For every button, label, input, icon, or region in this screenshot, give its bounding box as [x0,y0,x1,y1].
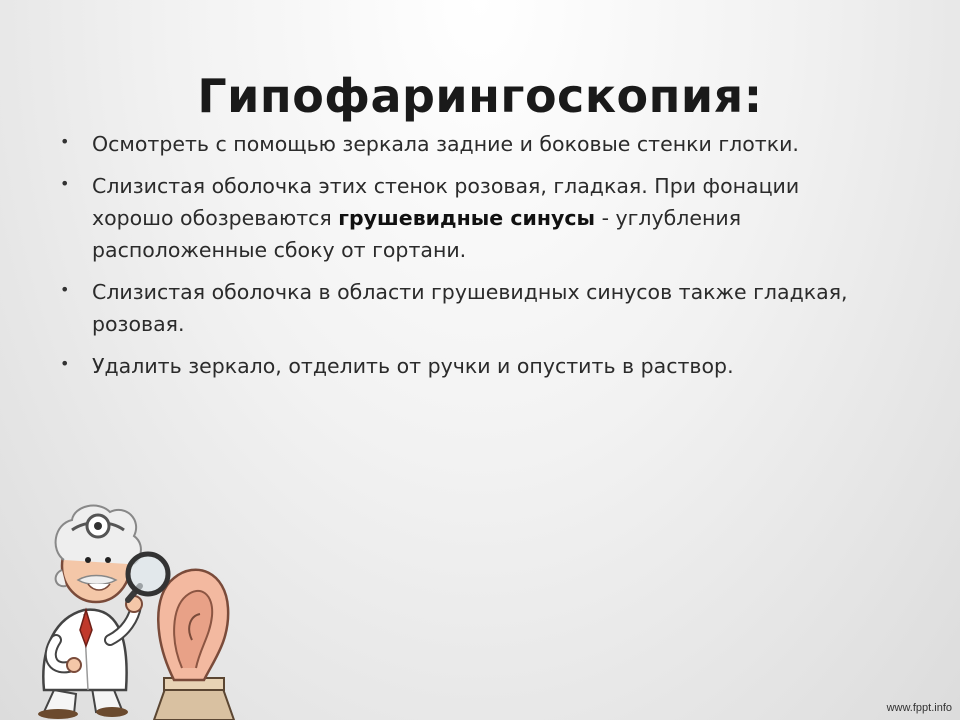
slide-title: Гипофарингоскопия: [197,68,763,123]
bullet-list [60,128,860,392]
bullet-item-4 [60,350,860,382]
bullet-marker: • [60,132,70,151]
bullet-marker: • [60,174,70,193]
bullet-text-before: Слизистая оболочка этих стенок розовая, гладкая. При фонации хорошо обозреваются [92,174,800,230]
bullet-text: Удалить зеркало, отделить от ручки и опустить в раствор. [92,354,734,378]
bullet-item-3 [60,276,860,340]
bullet-text: Осмотреть с помощью зеркала задние и боковые стенки глотки. [92,132,799,156]
bullet-text: Слизистая оболочка в области грушевидных синусов также гладкая, розовая. [92,280,848,336]
bullet-marker: • [60,354,70,373]
bullet-item-2 [60,170,860,266]
doctor-with-ear-illustration [14,490,254,720]
ear-model [154,570,234,720]
bullet-item-1 [60,128,860,160]
bullet-text-bold: грушевидные синусы [338,206,596,230]
watermark-text: www.fppt.info [886,702,952,714]
doctor-figure [38,506,168,719]
bullet-marker: • [60,280,70,299]
bullet-text-after: - углубления расположенные сбоку от гортани. [92,206,742,262]
